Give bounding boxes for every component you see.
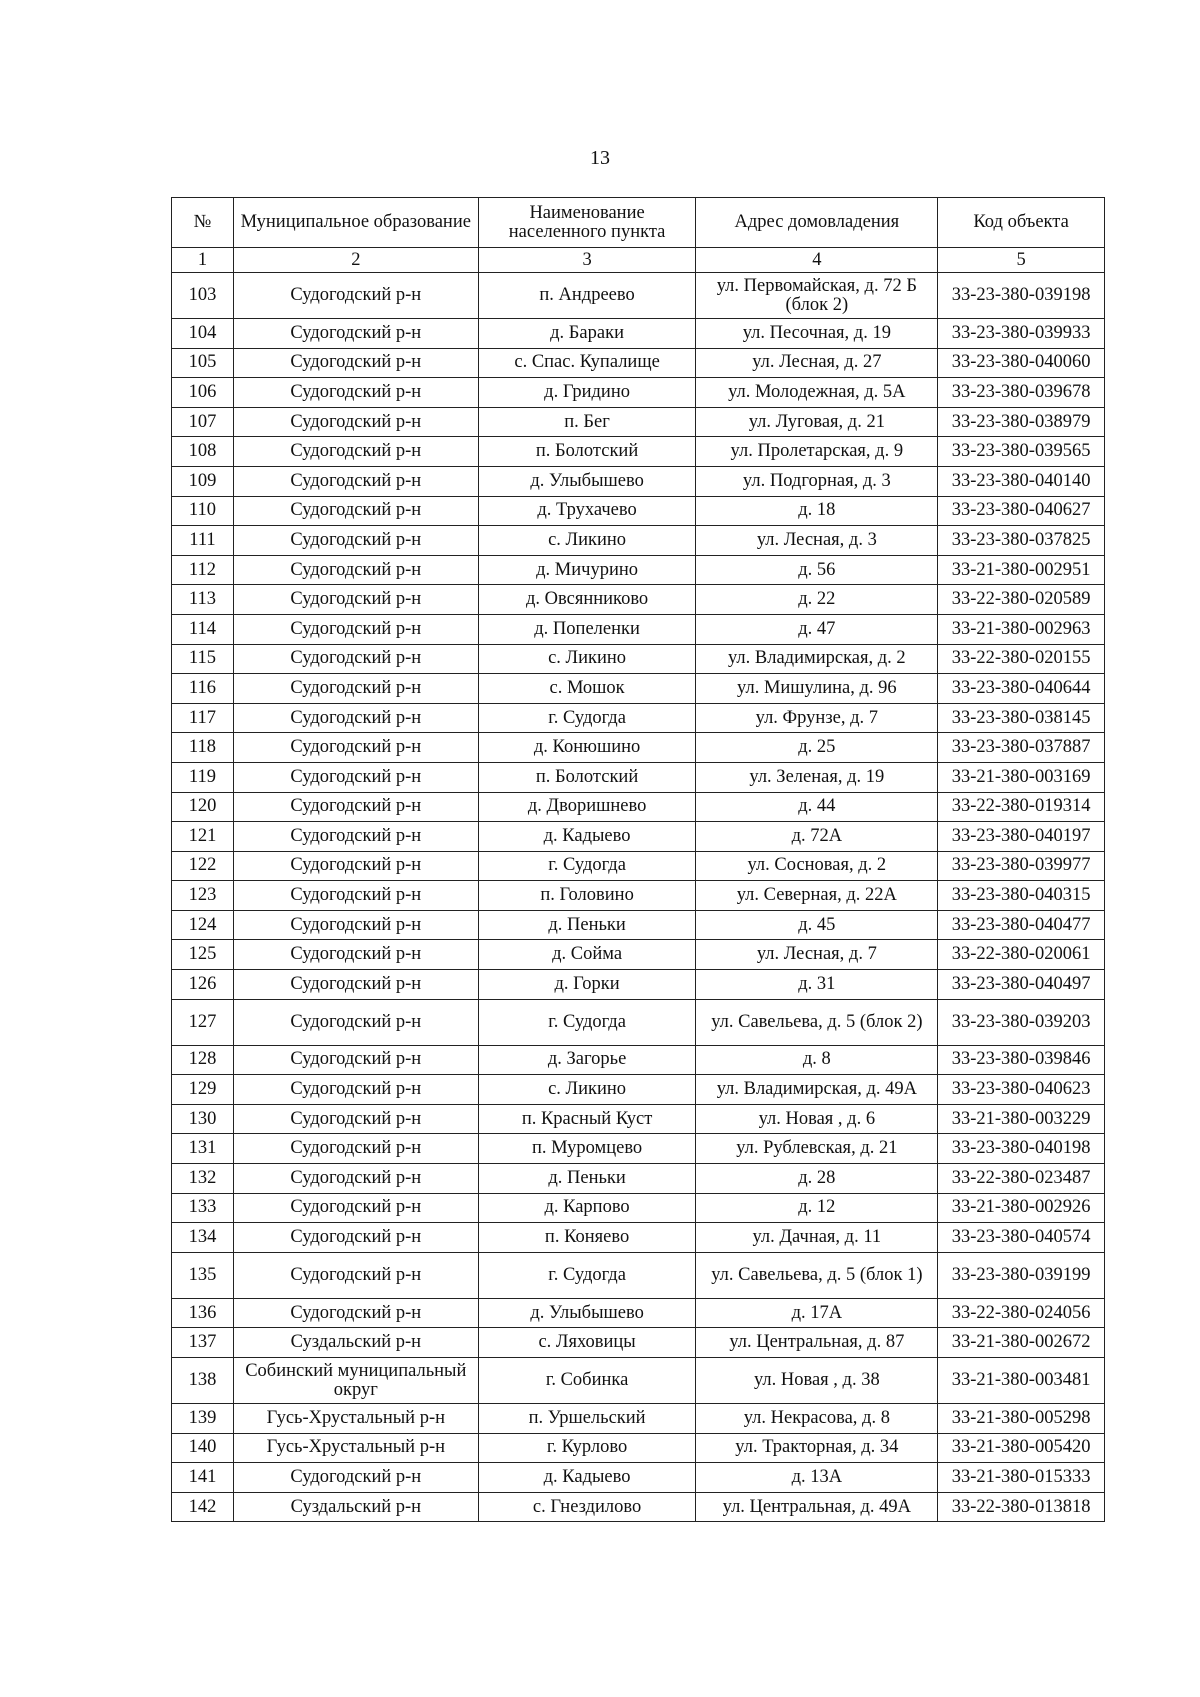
cell-address: ул. Фрунзе, д. 7	[696, 703, 938, 733]
table-row	[172, 733, 1105, 763]
cell-object-code: 33-22-380-020061	[938, 940, 1105, 970]
cell-settlement: п. Муромцево	[478, 1134, 696, 1164]
cell-settlement: д. Бараки	[478, 319, 696, 349]
cell-municipality: Судогодский р-н	[233, 1298, 478, 1328]
table-row	[172, 762, 1105, 792]
cell-address: ул. Первомайская, д. 72 Б (блок 2)	[696, 273, 938, 319]
cell-address: д. 18	[696, 496, 938, 526]
cell-address: д. 44	[696, 792, 938, 822]
cell-address: ул. Лесная, д. 7	[696, 940, 938, 970]
cell-address: ул. Савельева, д. 5 (блок 2)	[696, 999, 938, 1045]
table-row	[172, 940, 1105, 970]
table-row	[172, 466, 1105, 496]
cell-object-code: 33-21-380-003229	[938, 1104, 1105, 1134]
cell-municipality: Судогодский р-н	[233, 555, 478, 585]
cell-municipality: Судогодский р-н	[233, 319, 478, 349]
header-settlement: Наименование населенного пункта	[478, 198, 696, 248]
cell-object-code: 33-23-380-040644	[938, 674, 1105, 704]
cell-settlement: п. Бег	[478, 407, 696, 437]
cell-settlement: п. Андреево	[478, 273, 696, 319]
cell-municipality: Судогодский р-н	[233, 1104, 478, 1134]
cell-number: 109	[172, 466, 234, 496]
table-row	[172, 1433, 1105, 1463]
cell-municipality: Судогодский р-н	[233, 881, 478, 911]
cell-address: д. 47	[696, 614, 938, 644]
cell-object-code: 33-23-380-040497	[938, 970, 1105, 1000]
table-row	[172, 1164, 1105, 1194]
cell-municipality: Судогодский р-н	[233, 970, 478, 1000]
cell-settlement: с. Ляховицы	[478, 1328, 696, 1358]
cell-municipality: Суздальский р-н	[233, 1492, 478, 1522]
cell-municipality: Судогодский р-н	[233, 792, 478, 822]
cell-number: 123	[172, 881, 234, 911]
table-row	[172, 644, 1105, 674]
table-row	[172, 585, 1105, 615]
cell-number: 103	[172, 273, 234, 319]
cell-settlement: п. Болотский	[478, 437, 696, 467]
cell-number: 118	[172, 733, 234, 763]
table-row	[172, 910, 1105, 940]
cell-address: ул. Песочная, д. 19	[696, 319, 938, 349]
column-number: 4	[696, 248, 938, 273]
cell-address: ул. Лесная, д. 3	[696, 526, 938, 556]
cell-municipality: Судогодский р-н	[233, 1134, 478, 1164]
cell-object-code: 33-23-380-040315	[938, 881, 1105, 911]
cell-number: 122	[172, 851, 234, 881]
table-row	[172, 1075, 1105, 1105]
cell-municipality: Судогодский р-н	[233, 614, 478, 644]
cell-settlement: с. Спас. Купалище	[478, 348, 696, 378]
cell-address: д. 12	[696, 1193, 938, 1223]
cell-settlement: с. Ликино	[478, 1075, 696, 1105]
cell-address: ул. Центральная, д. 49А	[696, 1492, 938, 1522]
cell-number: 137	[172, 1328, 234, 1358]
cell-number: 141	[172, 1463, 234, 1493]
cell-number: 127	[172, 999, 234, 1045]
cell-object-code: 33-23-380-038145	[938, 703, 1105, 733]
cell-number: 132	[172, 1164, 234, 1194]
table-row	[172, 970, 1105, 1000]
cell-object-code: 33-22-380-024056	[938, 1298, 1105, 1328]
cell-settlement: д. Пеньки	[478, 910, 696, 940]
cell-number: 121	[172, 822, 234, 852]
cell-object-code: 33-23-380-039977	[938, 851, 1105, 881]
cell-object-code: 33-21-380-015333	[938, 1463, 1105, 1493]
column-number: 1	[172, 248, 234, 273]
cell-object-code: 33-23-380-040140	[938, 466, 1105, 496]
table-row	[172, 319, 1105, 349]
cell-settlement: д. Дворишнево	[478, 792, 696, 822]
table-row	[172, 1104, 1105, 1134]
cell-number: 130	[172, 1104, 234, 1134]
cell-object-code: 33-23-380-039678	[938, 378, 1105, 408]
cell-municipality: Судогодский р-н	[233, 1164, 478, 1194]
column-number: 5	[938, 248, 1105, 273]
cell-settlement: д. Горки	[478, 970, 696, 1000]
cell-settlement: п. Болотский	[478, 762, 696, 792]
cell-object-code: 33-23-380-039565	[938, 437, 1105, 467]
cell-municipality: Судогодский р-н	[233, 585, 478, 615]
cell-object-code: 33-23-380-040197	[938, 822, 1105, 852]
cell-settlement: с. Мошок	[478, 674, 696, 704]
cell-settlement: г. Судогда	[478, 703, 696, 733]
table-row	[172, 496, 1105, 526]
cell-municipality: Судогодский р-н	[233, 762, 478, 792]
cell-number: 135	[172, 1252, 234, 1298]
cell-municipality: Судогодский р-н	[233, 674, 478, 704]
cell-settlement: п. Головино	[478, 881, 696, 911]
cell-object-code: 33-23-380-039933	[938, 319, 1105, 349]
cell-settlement: д. Конюшино	[478, 733, 696, 763]
table-row	[172, 999, 1105, 1045]
cell-number: 136	[172, 1298, 234, 1328]
cell-municipality: Судогодский р-н	[233, 644, 478, 674]
cell-municipality: Судогодский р-н	[233, 407, 478, 437]
cell-address: ул. Луговая, д. 21	[696, 407, 938, 437]
table-row	[172, 1045, 1105, 1075]
cell-number: 107	[172, 407, 234, 437]
cell-municipality: Судогодский р-н	[233, 437, 478, 467]
cell-object-code: 33-23-380-040198	[938, 1134, 1105, 1164]
table-row	[172, 273, 1105, 319]
cell-municipality: Гусь-Хрустальный р-н	[233, 1404, 478, 1434]
cell-number: 115	[172, 644, 234, 674]
cell-address: ул. Тракторная, д. 34	[696, 1433, 938, 1463]
table-row	[172, 526, 1105, 556]
cell-address: ул. Сосновая, д. 2	[696, 851, 938, 881]
cell-number: 112	[172, 555, 234, 585]
cell-municipality: Судогодский р-н	[233, 999, 478, 1045]
cell-object-code: 33-23-380-040477	[938, 910, 1105, 940]
table-row	[172, 1223, 1105, 1253]
cell-municipality: Судогодский р-н	[233, 822, 478, 852]
cell-municipality: Судогодский р-н	[233, 1075, 478, 1105]
cell-number: 142	[172, 1492, 234, 1522]
cell-address: д. 22	[696, 585, 938, 615]
cell-number: 128	[172, 1045, 234, 1075]
cell-settlement: д. Пеньки	[478, 1164, 696, 1194]
cell-municipality: Судогодский р-н	[233, 378, 478, 408]
cell-number: 129	[172, 1075, 234, 1105]
cell-object-code: 33-23-380-039198	[938, 273, 1105, 319]
cell-object-code: 33-21-380-003481	[938, 1358, 1105, 1404]
cell-address: ул. Владимирская, д. 49А	[696, 1075, 938, 1105]
cell-municipality: Судогодский р-н	[233, 733, 478, 763]
cell-address: д. 13А	[696, 1463, 938, 1493]
cell-settlement: г. Судогда	[478, 999, 696, 1045]
cell-address: ул. Лесная, д. 27	[696, 348, 938, 378]
cell-settlement: п. Коняево	[478, 1223, 696, 1253]
cell-object-code: 33-22-380-020155	[938, 644, 1105, 674]
cell-settlement: д. Кадыево	[478, 1463, 696, 1493]
cell-municipality: Суздальский р-н	[233, 1328, 478, 1358]
cell-municipality: Судогодский р-н	[233, 851, 478, 881]
cell-number: 105	[172, 348, 234, 378]
cell-municipality: Судогодский р-н	[233, 1463, 478, 1493]
header-address: Адрес домовладения	[696, 198, 938, 248]
cell-object-code: 33-23-380-040623	[938, 1075, 1105, 1105]
cell-settlement: д. Улыбышево	[478, 466, 696, 496]
cell-address: ул. Мишулина, д. 96	[696, 674, 938, 704]
header-municipality: Муниципальное образование	[233, 198, 478, 248]
table-row	[172, 1193, 1105, 1223]
cell-number: 113	[172, 585, 234, 615]
table-row	[172, 555, 1105, 585]
cell-settlement: д. Кадыево	[478, 822, 696, 852]
header-number: №	[172, 198, 234, 248]
cell-settlement: с. Гнездилово	[478, 1492, 696, 1522]
cell-number: 116	[172, 674, 234, 704]
cell-address: д. 28	[696, 1164, 938, 1194]
cell-address: д. 31	[696, 970, 938, 1000]
cell-address: ул. Зеленая, д. 19	[696, 762, 938, 792]
cell-address: ул. Новая , д. 38	[696, 1358, 938, 1404]
table-row	[172, 881, 1105, 911]
cell-number: 120	[172, 792, 234, 822]
table-row	[172, 674, 1105, 704]
cell-object-code: 33-23-380-040060	[938, 348, 1105, 378]
table-row	[172, 703, 1105, 733]
cell-municipality: Судогодский р-н	[233, 1252, 478, 1298]
column-number: 2	[233, 248, 478, 273]
cell-municipality: Судогодский р-н	[233, 526, 478, 556]
table-row	[172, 437, 1105, 467]
table-row	[172, 378, 1105, 408]
table-row	[172, 1328, 1105, 1358]
cell-number: 126	[172, 970, 234, 1000]
cell-settlement: д. Мичурино	[478, 555, 696, 585]
cell-number: 134	[172, 1223, 234, 1253]
cell-object-code: 33-22-380-020589	[938, 585, 1105, 615]
cell-object-code: 33-23-380-037887	[938, 733, 1105, 763]
cell-municipality: Судогодский р-н	[233, 703, 478, 733]
cell-settlement: д. Загорье	[478, 1045, 696, 1075]
cell-number: 125	[172, 940, 234, 970]
table-row	[172, 1134, 1105, 1164]
cell-address: ул. Дачная, д. 11	[696, 1223, 938, 1253]
cell-address: д. 56	[696, 555, 938, 585]
cell-object-code: 33-22-380-023487	[938, 1164, 1105, 1194]
cell-address: ул. Владимирская, д. 2	[696, 644, 938, 674]
cell-settlement: с. Ликино	[478, 526, 696, 556]
cell-settlement: г. Судогда	[478, 851, 696, 881]
cell-address: ул. Некрасова, д. 8	[696, 1404, 938, 1434]
cell-settlement: г. Судогда	[478, 1252, 696, 1298]
cell-municipality: Собинский муниципальный округ	[233, 1358, 478, 1404]
cell-address: д. 17А	[696, 1298, 938, 1328]
cell-municipality: Судогодский р-н	[233, 466, 478, 496]
column-number: 3	[478, 248, 696, 273]
cell-object-code: 33-23-380-039203	[938, 999, 1105, 1045]
cell-number: 110	[172, 496, 234, 526]
page-number: 13	[590, 147, 610, 169]
cell-address: ул. Подгорная, д. 3	[696, 466, 938, 496]
column-number-row	[172, 248, 1105, 273]
cell-object-code: 33-21-380-005420	[938, 1433, 1105, 1463]
cell-number: 138	[172, 1358, 234, 1404]
cell-object-code: 33-21-380-002926	[938, 1193, 1105, 1223]
table-row	[172, 851, 1105, 881]
cell-address: ул. Северная, д. 22А	[696, 881, 938, 911]
cell-address: ул. Савельева, д. 5 (блок 1)	[696, 1252, 938, 1298]
cell-number: 111	[172, 526, 234, 556]
cell-number: 124	[172, 910, 234, 940]
cell-municipality: Гусь-Хрустальный р-н	[233, 1433, 478, 1463]
cell-settlement: г. Собинка	[478, 1358, 696, 1404]
cell-number: 139	[172, 1404, 234, 1434]
cell-object-code: 33-21-380-002951	[938, 555, 1105, 585]
cell-number: 108	[172, 437, 234, 467]
cell-settlement: д. Сойма	[478, 940, 696, 970]
table-row	[172, 822, 1105, 852]
cell-object-code: 33-23-380-039199	[938, 1252, 1105, 1298]
header-object-code: Код объекта	[938, 198, 1105, 248]
cell-number: 106	[172, 378, 234, 408]
cell-number: 104	[172, 319, 234, 349]
cell-object-code: 33-22-380-019314	[938, 792, 1105, 822]
cell-municipality: Судогодский р-н	[233, 496, 478, 526]
cell-settlement: д. Попеленки	[478, 614, 696, 644]
cell-municipality: Судогодский р-н	[233, 1045, 478, 1075]
table-row	[172, 1404, 1105, 1434]
cell-object-code: 33-21-380-005298	[938, 1404, 1105, 1434]
cell-object-code: 33-23-380-040627	[938, 496, 1105, 526]
cell-settlement: д. Трухачево	[478, 496, 696, 526]
cell-number: 117	[172, 703, 234, 733]
cell-municipality: Судогодский р-н	[233, 1193, 478, 1223]
cell-address: ул. Пролетарская, д. 9	[696, 437, 938, 467]
cell-municipality: Судогодский р-н	[233, 940, 478, 970]
header-row	[172, 198, 1105, 248]
cell-object-code: 33-23-380-040574	[938, 1223, 1105, 1253]
cell-settlement: д. Карпово	[478, 1193, 696, 1223]
cell-settlement: п. Красный Куст	[478, 1104, 696, 1134]
table-row	[172, 1463, 1105, 1493]
cell-object-code: 33-22-380-013818	[938, 1492, 1105, 1522]
cell-number: 114	[172, 614, 234, 644]
cell-object-code: 33-23-380-038979	[938, 407, 1105, 437]
cell-settlement: г. Курлово	[478, 1433, 696, 1463]
cell-address: ул. Новая , д. 6	[696, 1104, 938, 1134]
table-row	[172, 792, 1105, 822]
cell-object-code: 33-21-380-003169	[938, 762, 1105, 792]
table-row	[172, 407, 1105, 437]
table-row	[172, 348, 1105, 378]
table-row	[172, 1252, 1105, 1298]
cell-municipality: Судогодский р-н	[233, 1223, 478, 1253]
cell-address: ул. Центральная, д. 87	[696, 1328, 938, 1358]
cell-settlement: д. Улыбышево	[478, 1298, 696, 1328]
cell-number: 140	[172, 1433, 234, 1463]
table-row	[172, 614, 1105, 644]
cell-address: ул. Рублевская, д. 21	[696, 1134, 938, 1164]
cell-address: ул. Молодежная, д. 5А	[696, 378, 938, 408]
cell-object-code: 33-23-380-037825	[938, 526, 1105, 556]
cell-address: д. 45	[696, 910, 938, 940]
cell-settlement: д. Овсянниково	[478, 585, 696, 615]
cell-object-code: 33-21-380-002672	[938, 1328, 1105, 1358]
cell-municipality: Судогодский р-н	[233, 910, 478, 940]
cell-settlement: д. Гридино	[478, 378, 696, 408]
cell-address: д. 25	[696, 733, 938, 763]
cell-number: 133	[172, 1193, 234, 1223]
cell-object-code: 33-21-380-002963	[938, 614, 1105, 644]
table-row	[172, 1358, 1105, 1404]
cell-number: 119	[172, 762, 234, 792]
cell-object-code: 33-23-380-039846	[938, 1045, 1105, 1075]
table-body	[172, 273, 1105, 1522]
cell-number: 131	[172, 1134, 234, 1164]
households-table	[171, 197, 1105, 1522]
cell-municipality: Судогодский р-н	[233, 348, 478, 378]
cell-address: д. 8	[696, 1045, 938, 1075]
cell-settlement: с. Ликино	[478, 644, 696, 674]
table-row	[172, 1298, 1105, 1328]
cell-settlement: п. Уршельский	[478, 1404, 696, 1434]
table-row	[172, 1492, 1105, 1522]
cell-address: д. 72А	[696, 822, 938, 852]
cell-municipality: Судогодский р-н	[233, 273, 478, 319]
